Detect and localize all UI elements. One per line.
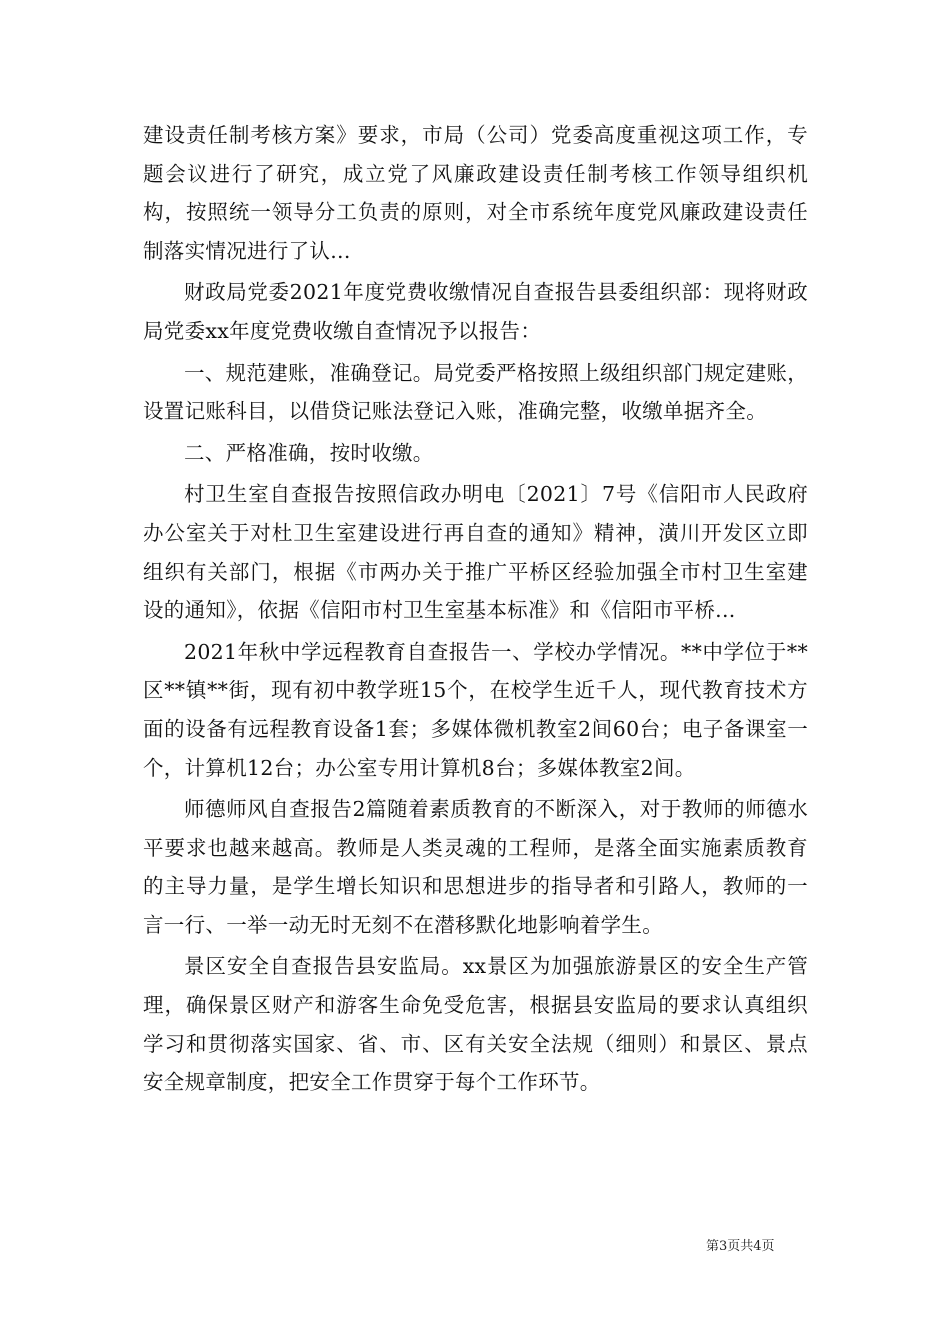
paragraph-remote-education-report: 2021年秋中学远程教育自查报告一、学校办学情况。**中学位于**区**镇**街，现有初中教学班15个，在校学生近千人，现代教育技术方面的设备有远程教育设备1套；多媒体微机教室2间60台；电子备课室一个，计算机12台；办公室专用计算机8台；多媒体教室2间。 [143, 639, 808, 780]
paragraph-item-one: 一、规范建账，准确登记。局党委严格按照上级组织部门规定建账，设置记账科目，以借贷记账法登记入账，准确完整，收缴单据齐全。 [143, 360, 808, 424]
paragraph-party-fee-report: 财政局党委2021年度党费收缴情况自查报告县委组织部：现将财政局党委xx年度党费收缴自查情况予以报告： [143, 280, 808, 343]
paragraph-teacher-ethics-report: 师德师风自查报告2篇随着素质教育的不断深入，对于教师的师德水平要求也越来越高。教师是人类灵魂的工程师，是落全面实施素质教育的主导力量，是学生增长知识和思想进步的指导者和引路人，教师的一言一行、一举一动无时无刻不在潜移默化地影响着学生。 [143, 797, 808, 937]
paragraph-continuation: 建设责任制考核方案》要求，市局（公司）党委高度重视这项工作，专题会议进行了研究，成立党了风廉政建设责任制考核工作领导组织机构，按照统一领导分工负责的原则，对全市系统年度党风廉政建设责任制落实情况进行了认... [143, 123, 808, 263]
page-indicator: 第3页共4页 [706, 1239, 775, 1254]
paragraph-item-two: 二、严格准确，按时收缴。 [184, 440, 434, 465]
document-body [143, 116, 808, 1105]
paragraph-village-clinic-report: 村卫生室自查报告按照信政办明电〔2021〕7号《信阳市人民政府办公室关于对杜卫生室建设进行再自查的通知》精神，潢川开发区立即组织有关部门，根据《市两办关于推广平桥区经验加强全市村卫生室建设的通知》，依据《信阳市村卫生室基本标准》和《信阳市平桥... [143, 482, 808, 623]
paragraph-scenic-safety-report: 景区安全自查报告县安监局。xx景区为加强旅游景区的安全生产管理，确保景区财产和游客生命免受危害，根据县安监局的要求认真组织学习和贯彻落实国家、省、市、区有关安全法规（细则）和景区、景点安全规章制度，把安全工作贯穿于每个工作环节。 [143, 954, 808, 1095]
